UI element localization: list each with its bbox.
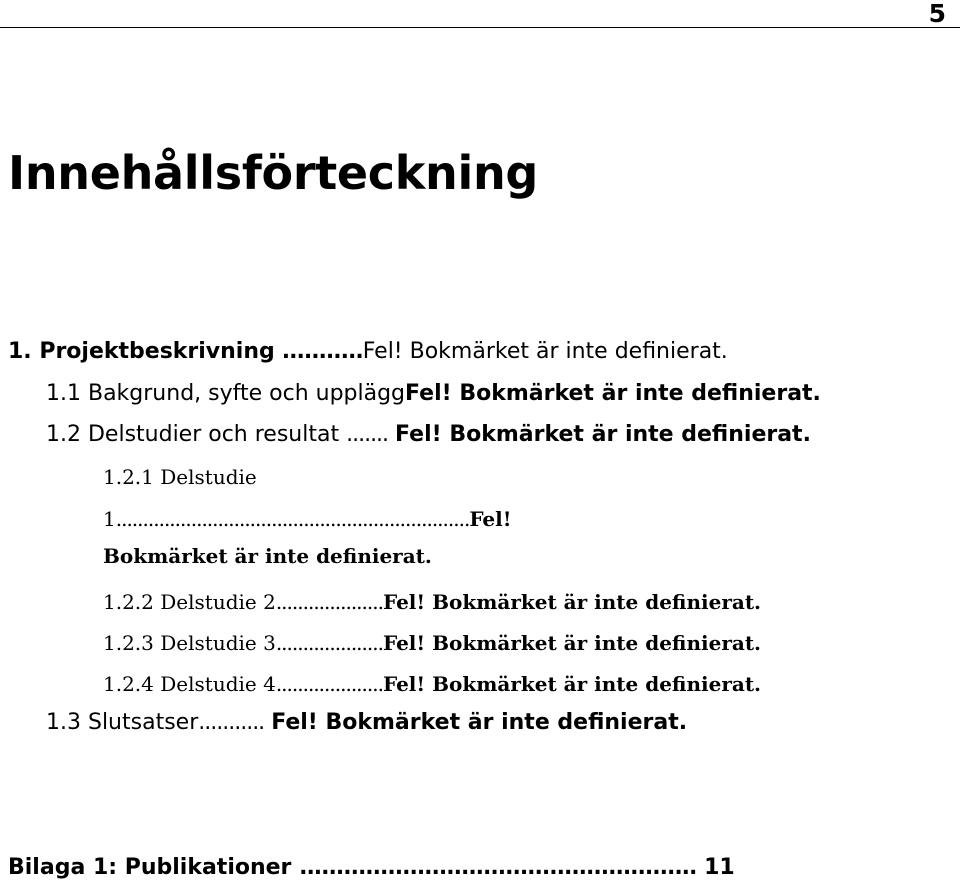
- toc-entry-title: 1. Projektbeskrivning: [8, 339, 275, 364]
- toc-entry-ref[interactable]: Fel! Bokmärket är inte definierat.: [405, 381, 821, 406]
- toc-entry-delstudier[interactable]: [46, 420, 958, 450]
- toc-entry-projektbeskrivning[interactable]: [8, 337, 958, 367]
- toc-entry-delstudie-2[interactable]: [103, 587, 958, 617]
- toc-entry-title: 1.2.4 Delstudie 4: [103, 672, 276, 696]
- toc-heading: Innehållsförteckning: [8, 146, 539, 200]
- toc-leader-dots: ....................: [275, 590, 383, 614]
- toc-entry-title: 1.1 Bakgrund, syfte och upplägg: [46, 381, 406, 406]
- toc-entry-slutsatser[interactable]: [46, 708, 958, 738]
- toc-entry-ref-cont[interactable]: Bokmärket är inte definierat.: [103, 544, 432, 568]
- toc-leader-dots: ....................: [275, 631, 383, 655]
- toc-leader-dots: ......................................................: [299, 855, 697, 880]
- toc-entry-delstudie-1-line2[interactable]: [103, 504, 958, 534]
- toc-entry-ref[interactable]: Fel! Bokmärket är inte definierat.: [362, 339, 728, 364]
- toc-leader-dots: ...........: [281, 339, 363, 364]
- toc-leader-dots: .......: [346, 422, 389, 447]
- toc-entry-delstudie-1-line1[interactable]: [103, 462, 958, 492]
- toc-entry-title: 1.3 Slutsatser: [46, 710, 199, 735]
- page-number: 5: [928, 0, 946, 28]
- toc-leader-dots: ....................: [275, 672, 383, 696]
- toc-entry-delstudie-4[interactable]: [103, 669, 958, 699]
- toc-entry-bilaga-1[interactable]: [8, 853, 958, 883]
- toc-entry-page[interactable]: 11: [704, 855, 735, 880]
- toc-entry-ref[interactable]: Fel! Bokmärket är inte definierat.: [271, 710, 688, 735]
- toc-entry-title: 1.2.2 Delstudie 2: [103, 590, 276, 614]
- toc-entry-delstudie-3[interactable]: [103, 628, 958, 658]
- toc-entry-ref[interactable]: Fel!: [469, 507, 512, 531]
- header-rule: [0, 27, 960, 28]
- toc-entry-title-cont: 1: [103, 507, 116, 531]
- toc-entry-ref[interactable]: Fel! Bokmärket är inte definierat.: [382, 631, 762, 655]
- toc-entry-ref[interactable]: Fel! Bokmärket är inte definierat.: [382, 672, 762, 696]
- toc-entry-ref[interactable]: Fel! Bokmärket är inte definierat.: [382, 590, 762, 614]
- toc-leader-dots: ...........: [198, 710, 265, 735]
- toc-leader-dots: ..................................................................: [115, 507, 470, 531]
- toc-entry-ref[interactable]: Fel! Bokmärket är inte definierat.: [395, 422, 811, 447]
- toc-entry-title: 1.2.3 Delstudie 3: [103, 631, 276, 655]
- toc-entry-delstudie-1-line3[interactable]: [103, 541, 958, 571]
- toc-entry-bakgrund[interactable]: [46, 379, 958, 409]
- toc-entry-title: 1.2.1 Delstudie: [103, 465, 257, 489]
- toc-entry-title: 1.2 Delstudier och resultat: [46, 422, 340, 447]
- toc-entry-title: Bilaga 1: Publikationer: [8, 855, 292, 880]
